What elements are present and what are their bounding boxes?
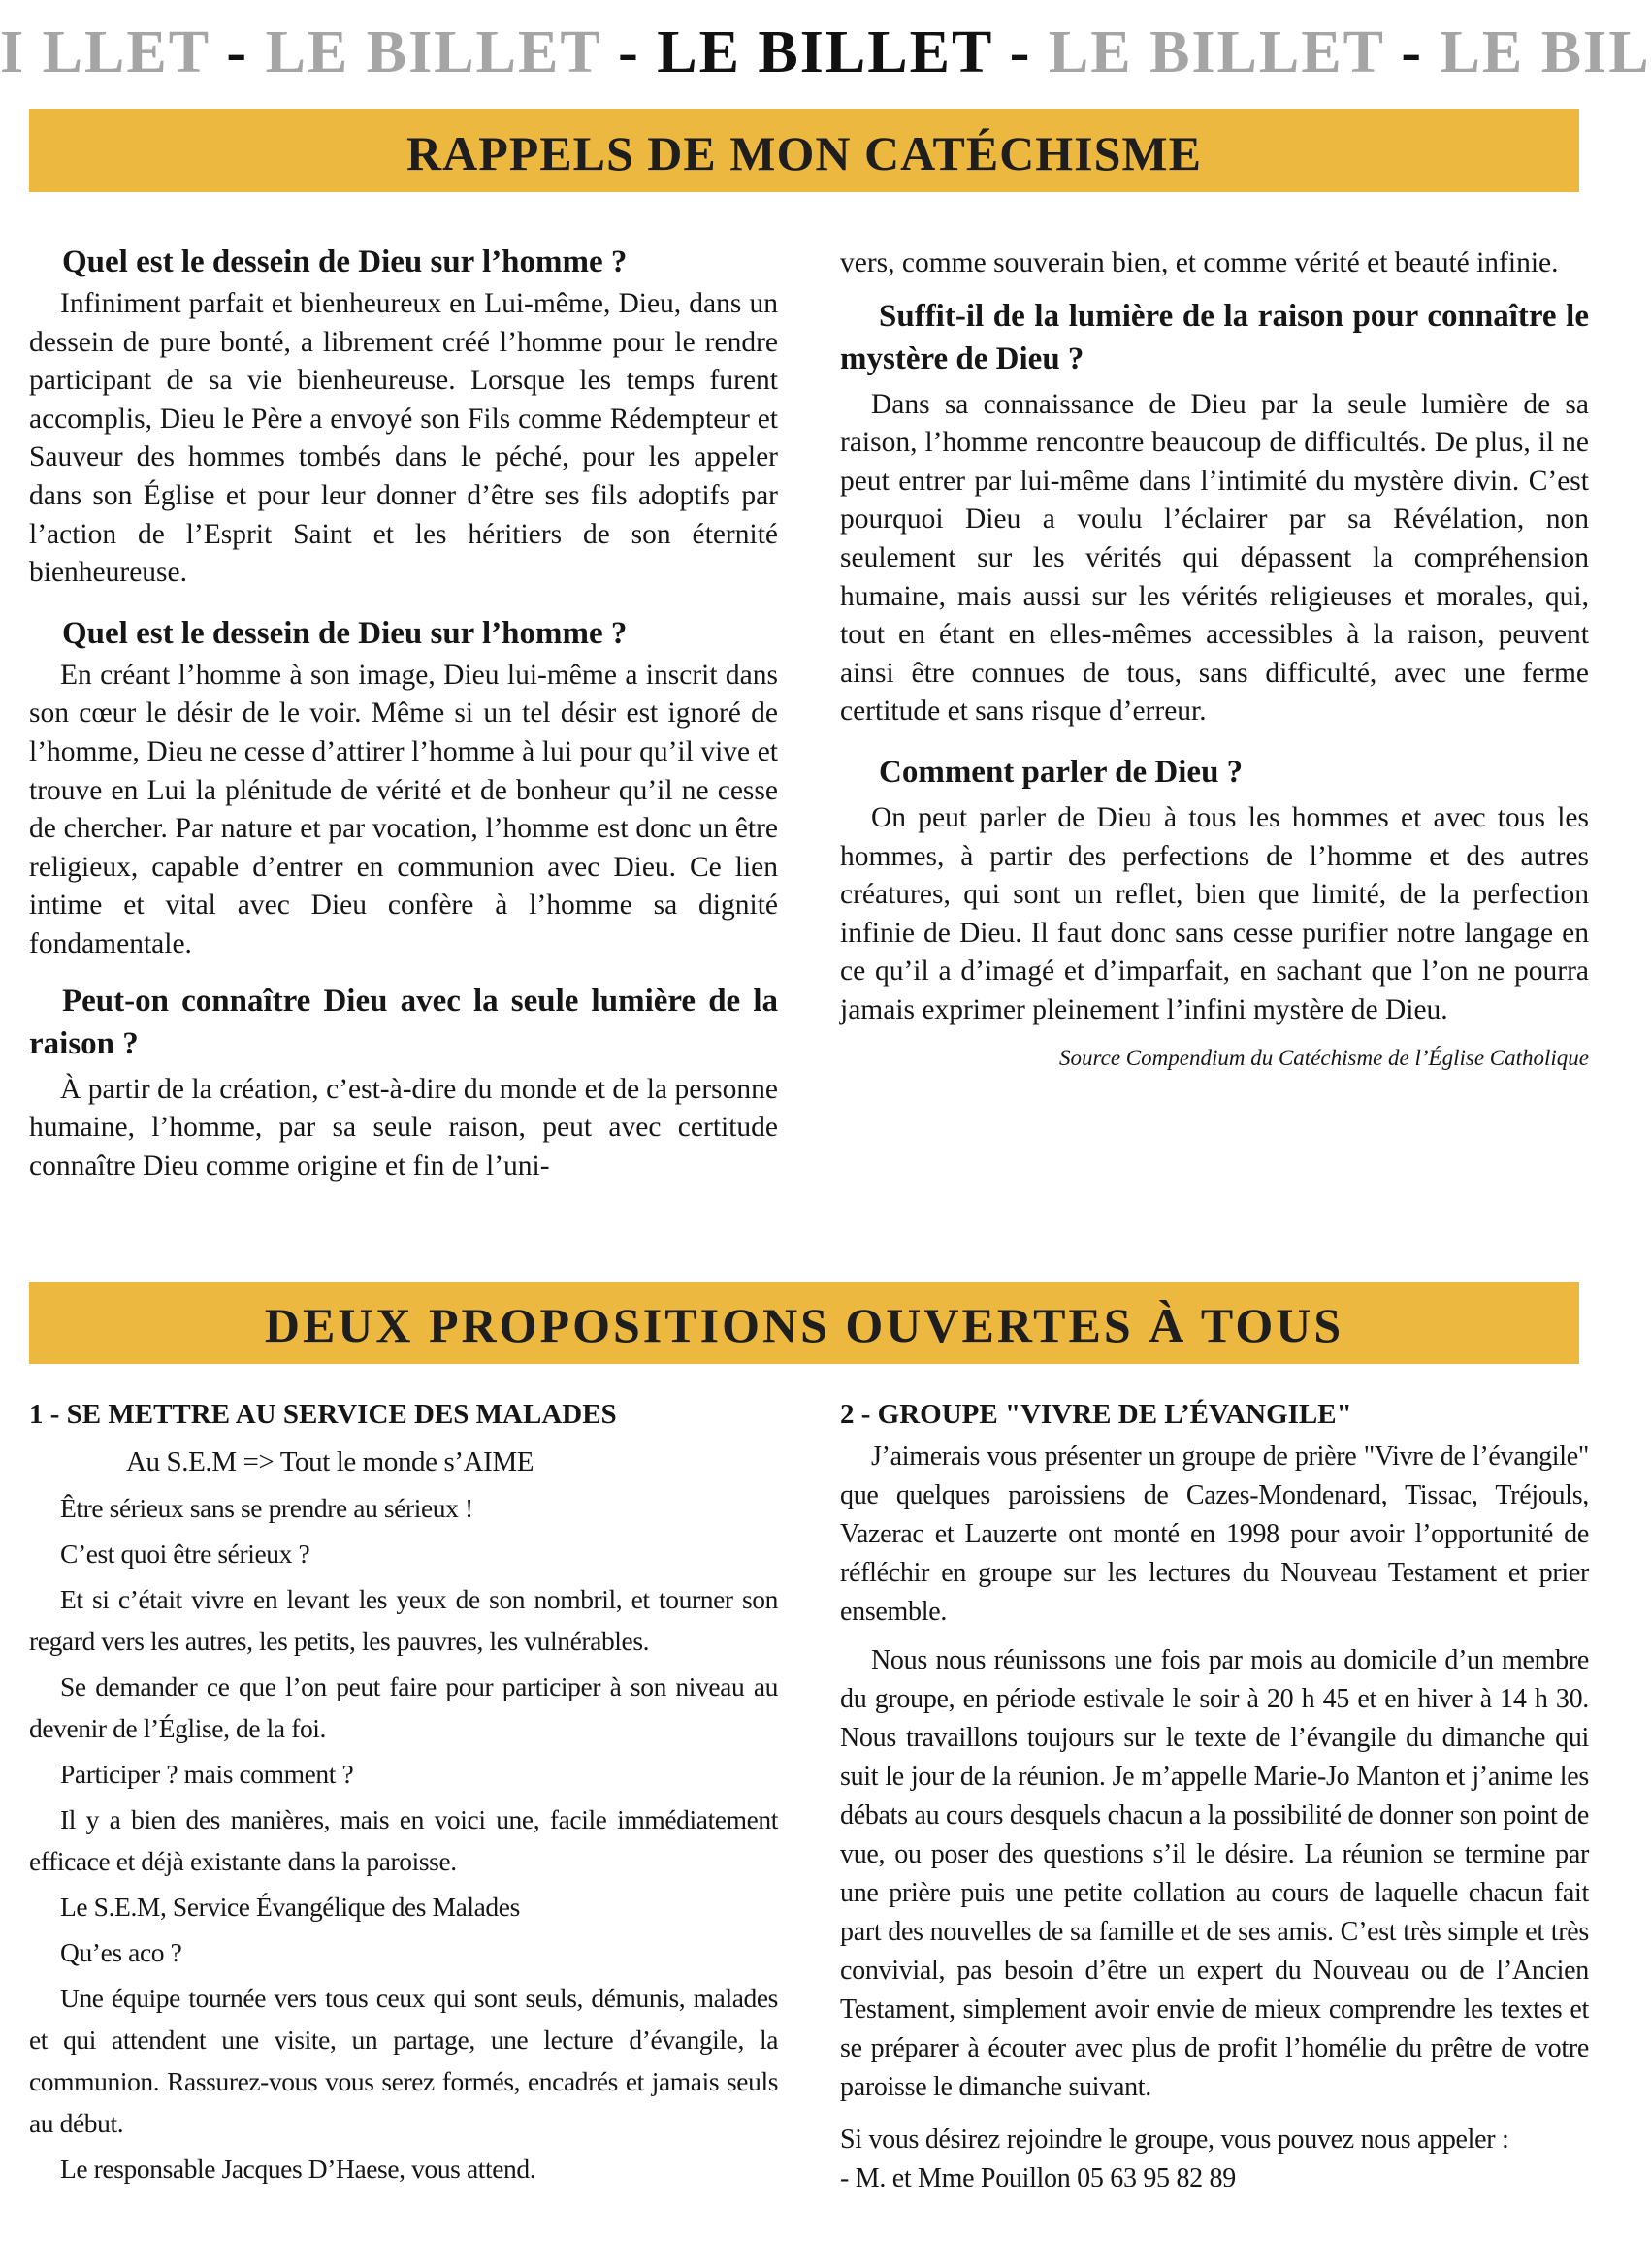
section-banner-catechism: RAPPELS DE MON CATÉCHISME: [29, 109, 1579, 192]
answer-paragraph: Dans sa connaissance de Dieu par la seule lumière de sa raison, l’homme rencontre beaucoup de difficultés. De plus, il ne peut entrer par lui-même dans l’intimité du mystère divin. C’est pourquoi Dieu a voulu l’éclairer par sa Révélation, non seulement sur les vérités qui dépassent la compréhension humaine, mais aussi sur les vérités religieuses et morales, qui, tout en étant en elles-mêmes accessibles à la raison, peuvent ainsi être connues de tous, sans difficulté, avec une ferme certitude et sans risque d’erreur.: [840, 388, 1589, 728]
proposition-paragraph: Nous nous réunissons une fois par mois au domicile d’un membre du groupe, en période estivale le soir à 20 h 45 et en hiver à 14 h 30. Nous travaillons toujours sur le texte de l’évangile du dimanche qui suit le jour de la réunion. Je m’appelle Marie-Jo Manton et j’anime les débats au cours desquels chacun a la possibilité de donner son point de vue, ou poser des questions s’il le désire. La réunion se termine par une prière puis une petite collation au cours de laquelle chacun fait part des nouvelles de sa famille et de ses amis. C’est très simple et très convivial, pas besoin d’être un expert du Nouveau ou de l’Ancien Testament, simplement avoir envie de mieux comprendre les textes et se préparer à écouter avec plus de profit l’homélie du prêtre de votre paroisse le dimanche suivant.: [840, 1645, 1589, 2102]
proposition-line: Le responsable Jacques D’Haese, vous attend.: [60, 2154, 536, 2184]
answer-paragraph-continued: vers, comme souverain bien, et comme vérité et beauté infinie.: [840, 247, 1559, 278]
contact-intro: Si vous désirez rejoindre le groupe, vous pouvez nous appeler :: [840, 2124, 1509, 2155]
answer-paragraph: En créant l’homme à son image, Dieu lui-même a inscrit dans son cœur le désir de le voir. Même si un tel désir est ignoré de l’homme, Dieu ne cesse d’attirer l’homme à lui pour qu’il vive et trouve en Lui la plénitude de vérité et de bonheur qu’il ne cesse de chercher. Par nature et par vocation, l’homme est donc un être religieux, capable d’entrer en communion avec Dieu. Ce lien intime et vital avec Dieu confère à l’homme sa dignité fondamentale.: [29, 659, 778, 959]
answer-paragraph: À partir de la création, c’est-à-dire du monde et de la personne humaine, l’homme, par sa seule raison, peut avec certitude connaître Dieu comme origine et fin de l’uni-: [29, 1073, 778, 1182]
masthead-separator: -: [1009, 19, 1032, 85]
question-heading: Peut-on connaître Dieu avec la seule lumière de la raison ?: [29, 983, 778, 1061]
masthead-separator: -: [226, 19, 249, 85]
proposition-line: C’est quoi être sérieux ?: [60, 1539, 310, 1569]
answer-paragraph: Infiniment parfait et bienheureux en Lui-même, Dieu, dans un dessein de pure bonté, a librement créé l’homme pour le rendre participant de sa vie bienheureuse. Lorsque les temps furent accomplis, Dieu le Père a envoyé son Fils comme Rédempteur et Sauveur des hommes tombés dans le péché, pour les appeler dans son Église et pour leur donner d’être ses fils adoptifs par l’action de l’Esprit Saint et les héritiers de son éternité bienheureuse.: [29, 288, 778, 589]
masthead-label-main: LE BILLET: [657, 19, 993, 85]
masthead: [0, 17, 1651, 87]
proposition-line: Se demander ce que l’on peut faire pour participer à son niveau au devenir de l’Église, de la foi.: [29, 1671, 778, 1743]
masthead-partial-left: I LLET: [0, 19, 210, 85]
question-heading: Suffit-il de la lumière de la raison pour connaître le mystère de Dieu ?: [840, 298, 1589, 376]
catechism-column-left: [29, 241, 778, 1185]
masthead-separator: -: [1401, 19, 1423, 85]
section-banner-propositions: DEUX PROPOSITIONS OUVERTES À TOUS: [29, 1282, 1579, 1364]
proposition-line: Être sérieux sans se prendre au sérieux !: [60, 1493, 473, 1523]
proposition-slogan: Au S.E.M => Tout le monde s’AIME: [126, 1446, 534, 1477]
proposition-line: Le S.E.M, Service Évangélique des Malades: [60, 1892, 520, 1922]
question-heading: Quel est le dessein de Dieu sur l’homme ?: [62, 615, 628, 651]
contact-phone: - M. et Mme Pouillon 05 63 95 82 89: [840, 2163, 1236, 2193]
masthead-separator: -: [618, 19, 640, 85]
answer-paragraph: On peut parler de Dieu à tous les hommes et avec tous les hommes, à partir des perfections de l’homme et des autres créatures, qui sont un reflet, bien que limité, de la perfection infinie de Dieu. Il faut donc sans cesse purifier notre langage en ce qu’il a d’imagé et d’imparfait, en sachant que l’on ne pourra jamais exprimer pleinement l’infini mystère de Dieu.: [840, 801, 1589, 1025]
masthead-label: LE BILLET: [1048, 19, 1384, 85]
masthead-label: LE BILLET: [265, 19, 601, 85]
proposition-line: Participer ? mais comment ?: [60, 1759, 354, 1789]
catechism-column-right: [840, 248, 1589, 1073]
masthead-partial-right: LE BIL: [1440, 19, 1651, 85]
proposition-line: Et si c’était vivre en levant les yeux de son nombril, et tourner son regard vers les autres, les petits, les pauvres, les vulnérables.: [29, 1584, 778, 1656]
question-heading: Quel est le dessein de Dieu sur l’homme ?: [62, 244, 628, 279]
proposition-heading: 2 - GROUPE "VIVRE DE L’ÉVANGILE": [840, 1399, 1352, 1430]
proposition-right-column: [840, 1395, 1589, 2198]
question-heading: Comment parler de Dieu ?: [879, 754, 1244, 790]
source-citation: Source Compendium du Catéchisme de l’Église Catholique: [1059, 1045, 1589, 1070]
proposition-left-column: [29, 1395, 778, 2193]
proposition-paragraph: J’aimerais vous présenter un groupe de prière "Vivre de l’évangile" que quelques paroissiens de Cazes-Mondenard, Tissac, Tréjouls, Vazerac et Lauzerte ont monté en 1998 pour avoir l’opportunité de réfléchir en groupe sur les lectures du Nouveau Testament et prier ensemble.: [840, 1442, 1589, 1627]
proposition-line: Une équipe tournée vers tous ceux qui sont seuls, démunis, malades et qui attendent une visite, un partage, une lecture d’évangile, la communion. Rassurez-vous vous serez formés, encadrés et jamais seuls au début.: [29, 1983, 778, 2138]
proposition-line: Qu’es aco ?: [60, 1937, 182, 1967]
proposition-heading: 1 - SE METTRE AU SERVICE DES MALADES: [29, 1399, 617, 1430]
proposition-line: Il y a bien des manières, mais en voici une, facile immédiatement efficace et déjà existante dans la paroisse.: [29, 1804, 778, 1876]
